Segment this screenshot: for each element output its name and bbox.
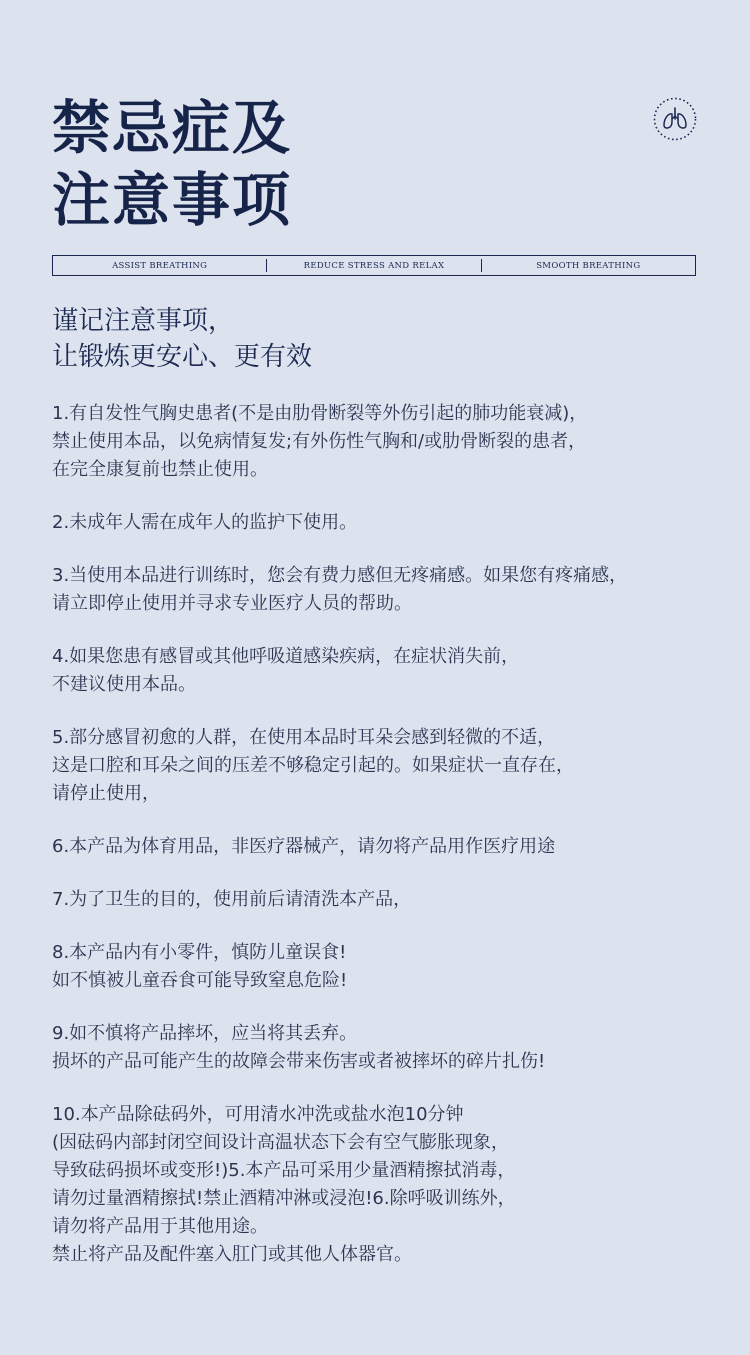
page-title-line-1: 禁忌症及 [52, 94, 293, 162]
precaution-item-8 [52, 939, 742, 995]
tag-reduce-stress: REDUCE STRESS AND RELAX [303, 260, 445, 271]
precaution-line: 6.本产品为体育用品，非医疗器械产，请勿将产品用作医疗用途 [52, 836, 556, 857]
subtitle [52, 303, 312, 375]
precaution-line: 9.如不慎将产品摔坏，应当将其丢弃。 [52, 1023, 358, 1044]
precaution-line: 这是口腔和耳朵之间的压差不够稳定引起的。如果症状一直存在， [52, 755, 574, 776]
precaution-item-3 [52, 562, 742, 618]
precaution-item-1 [52, 400, 742, 484]
precaution-line: 请停止使用， [52, 783, 160, 804]
subtitle-line-1: 谨记注意事项， [52, 306, 235, 336]
precaution-line: 禁止将产品及配件塞入肛门或其他人体器官。 [52, 1244, 412, 1265]
lungs-icon [653, 97, 697, 141]
precaution-line: 请立即停止使用并寻求专业医疗人员的帮助。 [52, 593, 412, 614]
precaution-item-7 [52, 886, 742, 914]
precaution-line: 1.有自发性气胸史患者(不是由肋骨断裂等外伤引起的肺功能衰减)， [52, 403, 588, 424]
precaution-line: 4.如果您患有感冒或其他呼吸道感染疾病，在症状消失前， [52, 646, 520, 667]
tag-smooth-breathing: SMOOTH BREATHING [536, 260, 641, 271]
precaution-line: 5.部分感冒初愈的人群，在使用本品时耳朵会感到轻微的不适， [52, 727, 556, 748]
feature-tag-bar [52, 255, 696, 276]
precaution-line: 10.本产品除砝码外，可用清水冲洗或盐水泡10分钟 [52, 1104, 464, 1125]
precaution-line: (因砝码内部封闭空间设计高温状态下会有空气膨胀现象， [52, 1132, 510, 1153]
precaution-line: 不建议使用本品。 [52, 674, 196, 695]
precaution-item-2 [52, 509, 742, 537]
precaution-line: 如不慎被儿童吞食可能导致窒息危险! [52, 970, 348, 991]
precaution-item-10 [52, 1101, 742, 1269]
precaution-line: 7.为了卫生的目的，使用前后请清洗本产品， [52, 889, 412, 910]
subtitle-line-2: 让锻炼更安心、更有效 [52, 342, 313, 372]
precaution-line: 8.本产品内有小零件，慎防儿童误食! [52, 942, 347, 963]
precautions-list [52, 400, 742, 1294]
precaution-line: 2.未成年人需在成年人的监护下使用。 [52, 512, 358, 533]
page-title-line-2: 注意事项 [52, 166, 293, 234]
precaution-line: 导致砝码损坏或变形!)5.本产品可采用少量酒精擦拭消毒， [52, 1160, 516, 1181]
precaution-item-6 [52, 833, 742, 861]
precaution-line: 在完全康复前也禁止使用。 [52, 459, 268, 480]
tag-assist-breathing: ASSIST BREATHING [112, 260, 208, 271]
precaution-item-5 [52, 724, 742, 808]
precaution-line: 3.当使用本品进行训练时，您会有费力感但无疼痛感。如果您有疼痛感， [52, 565, 628, 586]
precaution-item-9 [52, 1020, 742, 1076]
precaution-line: 损坏的产品可能产生的故障会带来伤害或者被摔坏的碎片扎伤! [52, 1051, 546, 1072]
precaution-line: 禁止使用本品，以免病情复发;有外伤性气胸和/或肋骨断裂的患者， [52, 431, 587, 452]
page-title [52, 92, 292, 236]
precaution-item-4 [52, 643, 742, 699]
precaution-line: 请勿将产品用于其他用途。 [52, 1216, 268, 1237]
precaution-line: 请勿过量酒精擦拭!禁止酒精冲淋或浸泡!6.除呼吸训练外， [52, 1188, 516, 1209]
